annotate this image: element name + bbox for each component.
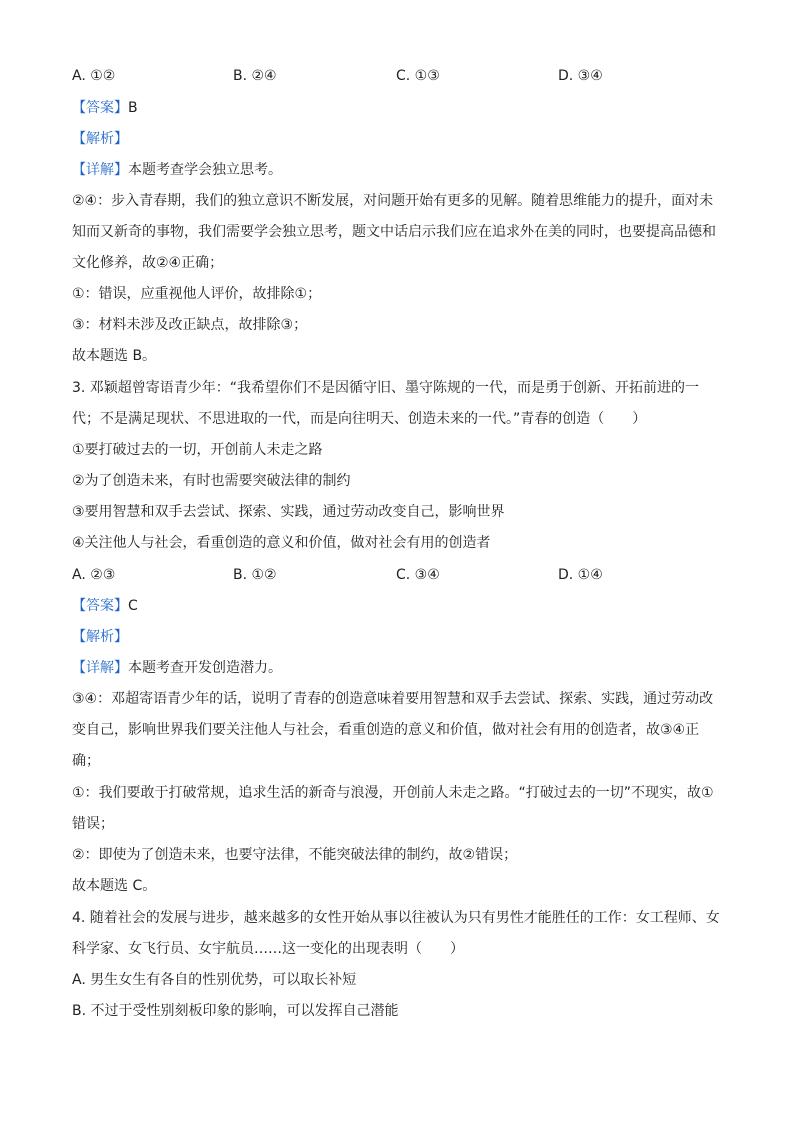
q2-analysis-line: ③：材料未涉及改正缺点，故排除③；: [72, 317, 308, 333]
q2-option-b: B. ②④: [233, 68, 277, 84]
q2-analysis-heading: [72, 129, 732, 149]
q2-detail: [72, 160, 732, 180]
q3-analysis-line: 确；: [72, 753, 100, 769]
q4-stem-line: 4. 随着社会的发展与进步，越来越多的女性开始从事以往被认为只有男性才能胜任的工作：女工程师、女: [72, 910, 720, 926]
detail-tag: 【详解】: [72, 162, 128, 178]
q3-analysis-line: ①：我们要敢于打破常规，追求生活的新奇与浪漫，开创前人未走之路。“打破过去的一切”不现实，故①: [72, 785, 714, 801]
q3-analysis-line: 错误；: [72, 816, 114, 832]
q4-option-b: B. 不过于受性别刻板印象的影响，可以发挥自己潜能: [72, 1003, 399, 1019]
q3-analysis-line: 变自己，影响世界我们要关注他人与社会，看重创造的意义和价值，做对社会有用的创造者，故③④正: [72, 722, 700, 738]
answer-value: B: [128, 100, 138, 116]
q3-item-3: ③要用智慧和双手去尝试、探索、实践，通过劳动改变自己，影响世界: [72, 504, 505, 520]
q3-analysis-line: ②：即使为了创造未来，也要守法律，不能突破法律的制约，故②错误；: [72, 847, 518, 863]
q3-conclusion: 故本题选 C。: [72, 878, 157, 894]
q2-options: [72, 66, 732, 86]
detail-text: 本题考查学会独立思考。: [128, 162, 282, 178]
q3-analysis-heading: [72, 627, 732, 647]
q2-analysis-line: 知而又新奇的事物，我们需要学会独立思考，题文中话启示我们应在追求外在美的同时，也要提高品德和: [72, 224, 716, 240]
q4-stem-line: 科学家、女飞行员、女宇航员……这一变化的出现表明（ ）: [72, 941, 464, 957]
q2-conclusion: 故本题选 B。: [72, 348, 157, 364]
q3-stem-line: 代；不是满足现状、不思进取的一代，而是向往明天、创造未来的一代。”青春的创造（ ）: [72, 411, 647, 427]
detail-text: 本题考查开发创造潜力。: [128, 660, 282, 676]
q2-option-d: D. ③④: [558, 68, 603, 84]
q3-options: [72, 565, 732, 585]
q3-stem-line: 3. 邓颖超曾寄语青少年：“我希望你们不是因循守旧、墨守陈规的一代，而是勇于创新、开拓前进的一: [72, 380, 700, 396]
q3-analysis-line: ③④：邓超寄语青少年的话，说明了青春的创造意味着要用智慧和双手去尝试、探索、实践，通过劳动改: [72, 691, 714, 707]
q3-option-d: D. ①④: [558, 567, 603, 583]
detail-tag: 【详解】: [72, 660, 128, 676]
q3-option-a: A. ②③: [72, 567, 116, 583]
q2-analysis-line: 文化修养，故②④正确；: [72, 255, 224, 271]
analysis-tag: 【解析】: [72, 629, 128, 645]
q2-answer: [72, 98, 732, 118]
q3-detail: [72, 658, 732, 678]
q2-option-a: A. ①②: [72, 68, 116, 84]
q2-analysis-line: ①：错误，应重视他人评价，故排除①；: [72, 286, 322, 302]
q4-option-a: A. 男生女生有各自的性别优势，可以取长补短: [72, 972, 357, 988]
q3-option-c: C. ③④: [396, 567, 440, 583]
answer-value: C: [128, 598, 138, 614]
q3-item-4: ④关注他人与社会，看重创造的意义和价值，做对社会有用的创造者: [72, 535, 491, 551]
answer-tag: 【答案】: [72, 598, 128, 614]
q3-option-b: B. ①②: [233, 567, 277, 583]
analysis-tag: 【解析】: [72, 131, 128, 147]
q2-option-c: C. ①③: [396, 68, 440, 84]
q3-item-2: ②为了创造未来，有时也需要突破法律的制约: [72, 473, 351, 489]
q2-analysis-line: ②④：步入青春期，我们的独立意识不断发展，对问题开始有更多的见解。随着思维能力的提升，面对未: [72, 193, 714, 209]
q3-answer: [72, 596, 732, 616]
answer-tag: 【答案】: [72, 100, 128, 116]
q3-item-1: ①要打破过去的一切，开创前人未走之路: [72, 442, 323, 458]
